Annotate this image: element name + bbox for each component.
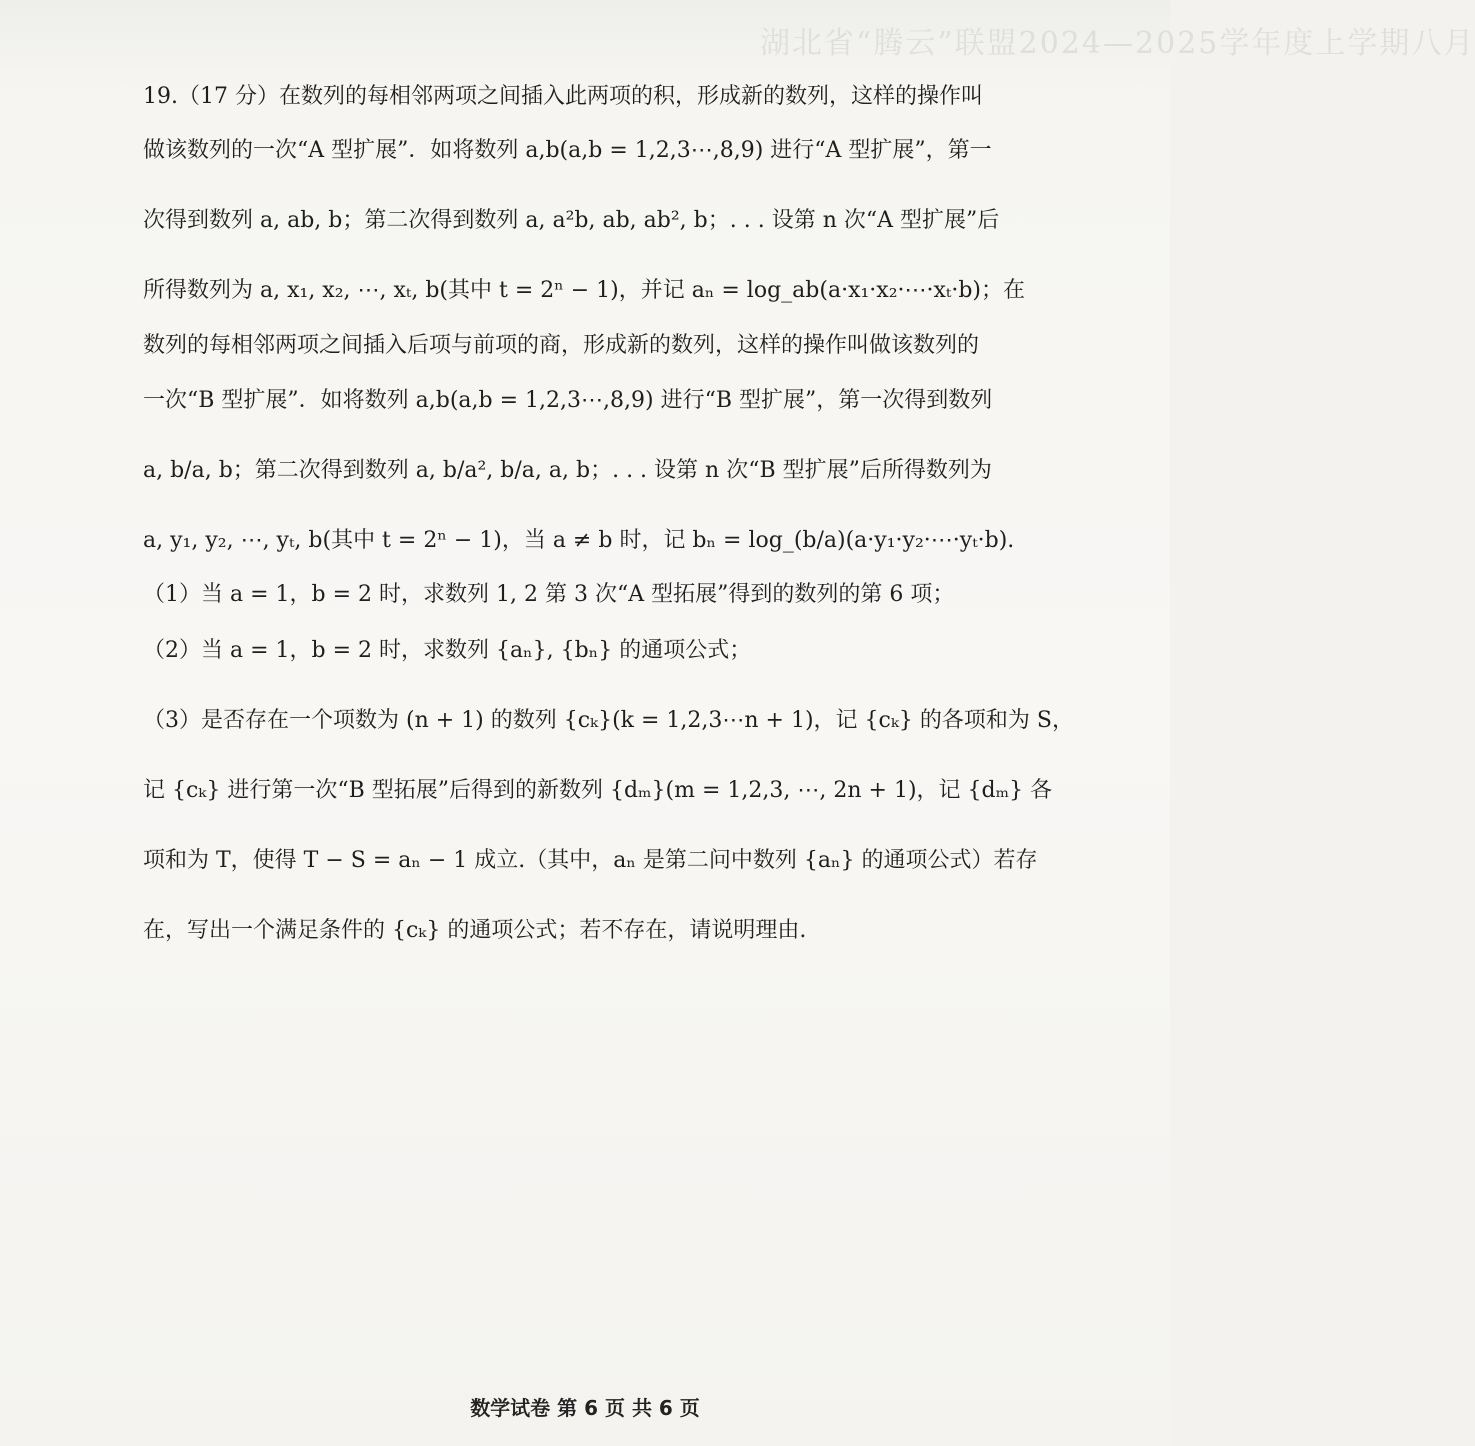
sub-question-3: （3）是否存在一个项数为 (n + 1) 的数列 {cₖ}(k = 1,2,3⋯n + 1)，记 {cₖ} 的各项和为 S， [143,708,1074,733]
problem-line: 所得数列为 a, x₁, x₂, ⋯, xₜ, b(其中 t = 2ⁿ − 1)，并记 aₙ = log_ab(a·x₁·x₂·⋯·xₜ·b)；在 [143,278,1025,303]
problem-line: 数列的每相邻两项之间插入后项与前项的商，形成新的数列，这样的操作叫做该数列的 [143,333,980,358]
problem-line: 次得到数列 a, ab, b；第二次得到数列 a, a²b, ab, ab², b；. . . 设第 n 次“A 型扩展”后 [143,208,1000,233]
problem-line: 在，写出一个满足条件的 {cₖ} 的通项公式；若不存在，请说明理由. [143,918,807,943]
sub-question-2: （2）当 a = 1，b = 2 时，求数列 {aₙ}, {bₙ} 的通项公式； [143,638,752,663]
problem-line: 做该数列的一次“A 型扩展”．如将数列 a,b(a,b = 1,2,3⋯,8,9) 进行“A 型扩展”，第一 [143,138,992,163]
problem-line: 一次“B 型扩展”．如将数列 a,b(a,b = 1,2,3⋯,8,9) 进行“B 型扩展”，第一次得到数列 [143,388,993,413]
bleed-through-header: 湖北省“腾云”联盟2024—2025学年度上学期八月 [760,26,1475,61]
problem-line: a, b/a, b；第二次得到数列 a, b/a², b/a, a, b；. . . 设第 n 次“B 型扩展”后所得数列为 [143,458,992,483]
sub-question-1: （1）当 a = 1，b = 2 时，求数列 1, 2 第 3 次“A 型拓展”得到的数列的第 6 项； [143,582,955,607]
problem-line: 项和为 T，使得 T − S = aₙ − 1 成立.（其中，aₙ 是第二问中数列 {aₙ} 的通项公式）若存 [143,848,1038,873]
page-footer: 数学试卷 第 6 页 共 6 页 [470,1396,700,1420]
problem-line: 19.（17 分）在数列的每相邻两项之间插入此两项的积，形成新的数列，这样的操作叫 [143,84,983,109]
problem-line: 记 {cₖ} 进行第一次“B 型拓展”后得到的新数列 {dₘ}(m = 1,2,3, ⋯, 2n + 1)，记 {dₘ} 各 [143,778,1053,803]
problem-line: a, y₁, y₂, ⋯, yₜ, b(其中 t = 2ⁿ − 1)，当 a ≠ b 时，记 bₙ = log_(b/a)(a·y₁·y₂·⋯·yₜ·b). [143,528,1015,553]
